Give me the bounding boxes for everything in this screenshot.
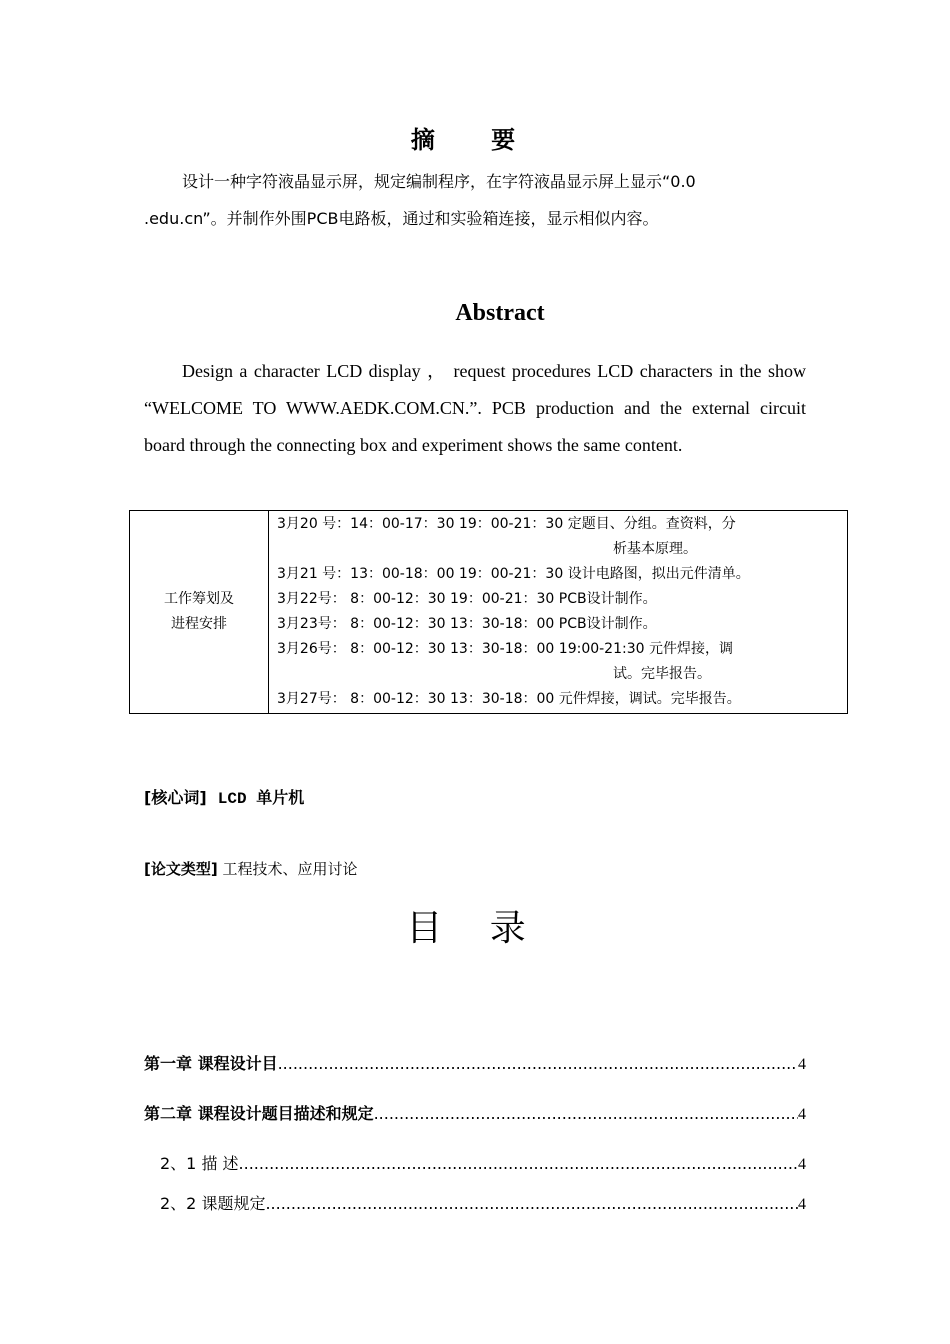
keywords-line	[144, 785, 304, 808]
schedule-table	[129, 510, 848, 714]
toc-page-number: 4	[798, 1106, 806, 1123]
schedule-row-text: 3月23号： 8：00-12：30 13：30-18：00 PCB设计制作。	[277, 616, 657, 632]
schedule-row-continuation: 析基本原理。	[613, 541, 697, 557]
toc-page-number: 4	[798, 1156, 806, 1173]
abstract-en-title: Abstract	[455, 300, 545, 326]
abstract-cn-line-1: 设计一种字符液晶显示屏，规定编制程序，在字符液晶显示屏上显示“0.0	[182, 172, 696, 191]
schedule-row	[277, 512, 839, 562]
schedule-label-cell	[130, 511, 269, 714]
schedule-row	[277, 587, 839, 612]
paper-type-line	[144, 858, 358, 879]
schedule-label-line-2: 进程安排	[171, 616, 227, 632]
schedule-row-text: 3月21 号：13：00-18：00 19：00-21：30 设计电路图，拟出元件清单。	[277, 566, 750, 582]
toc-leader-dots	[239, 1154, 798, 1173]
toc-entry[interactable]	[144, 1051, 806, 1074]
schedule-row-text: 3月26号： 8：00-12：30 13：30-18：00 19:00-21:30 元件焊接，调	[277, 641, 733, 657]
toc-leader-dots	[265, 1194, 798, 1213]
abstract-cn-title: 摘 要	[410, 126, 540, 154]
schedule-row-text: 3月20 号：14：00-17：30 19：00-21：30 定题目、分组。查资料，分	[277, 516, 736, 532]
toc-leader-dots	[278, 1054, 798, 1073]
paper-type-value: 工程技术、应用讨论	[222, 860, 358, 878]
toc-entry-text: 第二章 课程设计题目描述和规定	[144, 1104, 374, 1123]
toc-leader-dots	[374, 1104, 798, 1123]
schedule-row	[277, 637, 839, 687]
toc-entry-text: 2、1 描 述	[160, 1154, 239, 1173]
keywords-label: [核心词]	[144, 788, 207, 807]
toc-entry[interactable]	[144, 1101, 806, 1124]
schedule-row-continuation: 试。完毕报告。	[613, 666, 711, 682]
schedule-row	[277, 687, 839, 712]
toc-entry-text: 2、2 课题规定	[160, 1194, 266, 1213]
toc-entry[interactable]	[160, 1151, 806, 1174]
keywords-value: LCD 单片机	[217, 790, 305, 808]
abstract-en-body	[144, 353, 806, 464]
schedule-row	[277, 562, 839, 587]
schedule-row	[277, 612, 839, 637]
schedule-row-text: 3月27号： 8：00-12：30 13：30-18：00 元件焊接，调试。完毕报告。	[277, 691, 741, 707]
abstract-en-text: Design a character LCD display ， request procedures LCD characters in the show “WELCOME TO WWW.AEDK.COM.CN.”. PCB production and the external circuit board through the connecting box and experiment shows the same content.	[144, 361, 806, 455]
toc-page-number: 4	[798, 1196, 806, 1213]
abstract-cn-body	[144, 163, 809, 237]
toc-title: 目 录	[406, 908, 544, 949]
toc-entry-text: 第一章 课程设计目	[144, 1054, 278, 1073]
schedule-label-line-1: 工作筹划及	[164, 591, 234, 607]
paper-type-label: [论文类型]	[144, 860, 218, 878]
schedule-row-text: 3月22号： 8：00-12：30 19：00-21：30 PCB设计制作。	[277, 591, 657, 607]
schedule-content-cell	[269, 511, 848, 714]
abstract-cn-line-2: .edu.cn”。并制作外围PCB电路板，通过和实验箱连接，显示相似内容。	[144, 209, 659, 228]
toc-entry[interactable]	[160, 1191, 806, 1214]
toc-page-number: 4	[798, 1056, 806, 1073]
